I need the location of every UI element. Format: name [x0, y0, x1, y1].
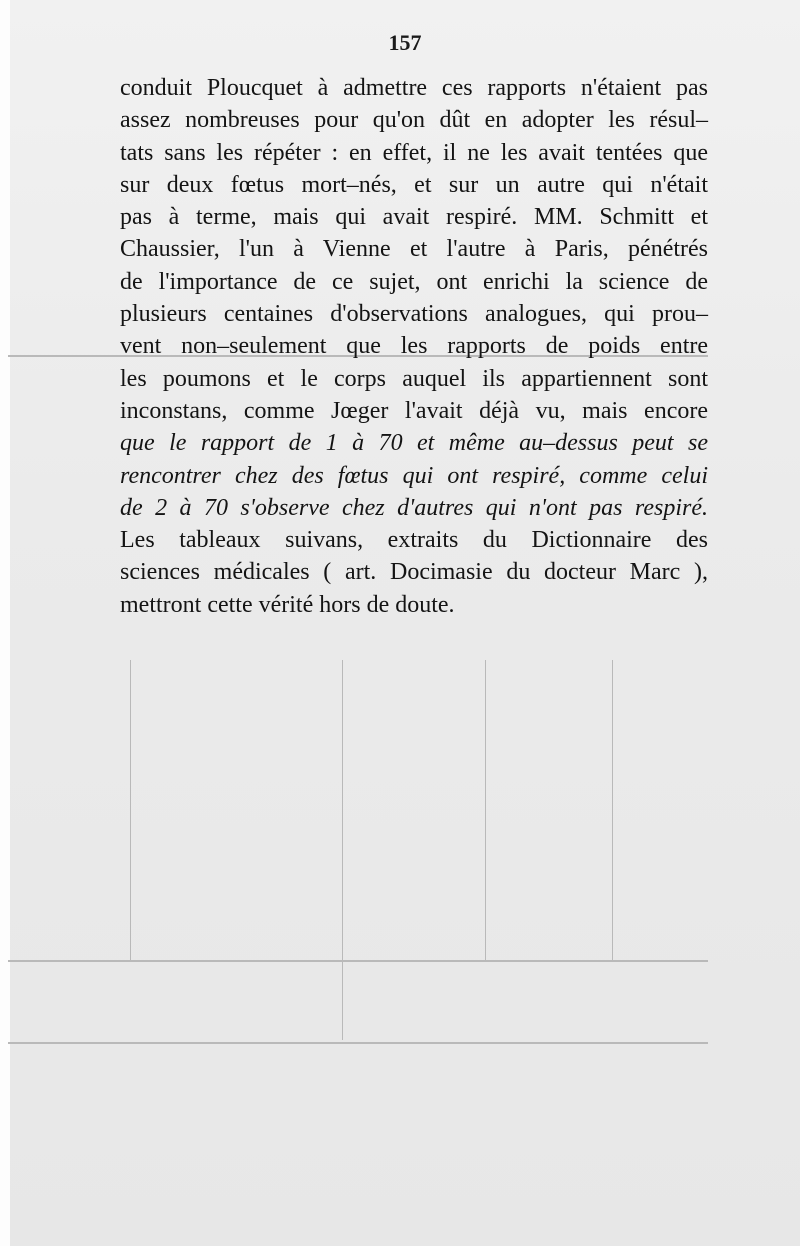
- text-line: sur deux fœtus mort–nés, et sur un autre qui n'était: [120, 171, 708, 198]
- bleed-through-rule: [8, 1042, 708, 1044]
- text-line: assez nombreuses pour qu'on dût en adopter les résul–: [120, 107, 708, 134]
- text-line: les poumons et le corps auquel ils appartiennent sont: [120, 365, 708, 392]
- text-line: tats sans les répéter : en effet, il ne les avait tentées que: [120, 139, 708, 166]
- text-line-italic: de 2 à 70 s'observe chez d'autres qui n'ont pas respiré.: [120, 494, 708, 521]
- text-line: de l'importance de ce sujet, ont enrichi la science de: [120, 268, 708, 295]
- text-line: mettront cette vérité hors de doute.: [120, 591, 455, 618]
- page-number: 157: [388, 30, 422, 55]
- body-text: [120, 72, 708, 621]
- page-margin: [0, 0, 10, 1246]
- bleed-through-rule: [612, 660, 613, 960]
- text-line: vent non–seulement que les rapports de poids entre: [120, 333, 708, 360]
- bleed-through-rule: [130, 660, 131, 960]
- text-line-italic: rencontrer chez des fœtus qui ont respiré, comme celui: [120, 462, 708, 489]
- text-line-italic: que le rapport de 1 à 70 et même au–dessus peut se: [120, 430, 708, 457]
- text-line: sciences médicales ( art. Docimasie du docteur Marc ),: [120, 559, 708, 586]
- bleed-through-rule: [342, 660, 343, 1040]
- bleed-through-rule: [485, 660, 486, 960]
- text-line: conduit Ploucquet à admettre ces rapports n'étaient pas: [120, 75, 708, 101]
- text-line: Les tableaux suivans, extraits du Dictionnaire des: [120, 527, 708, 554]
- text-line: plusieurs centaines d'observations analogues, qui prou–: [120, 301, 708, 328]
- text-line: inconstans, comme Jœger l'avait déjà vu, mais encore: [120, 397, 708, 424]
- text-line: pas à terme, mais qui avait respiré. MM. Schmitt et: [120, 204, 708, 231]
- text-line: Chaussier, l'un à Vienne et l'autre à Paris, pénétrés: [120, 236, 708, 263]
- bleed-through-rule: [8, 960, 708, 962]
